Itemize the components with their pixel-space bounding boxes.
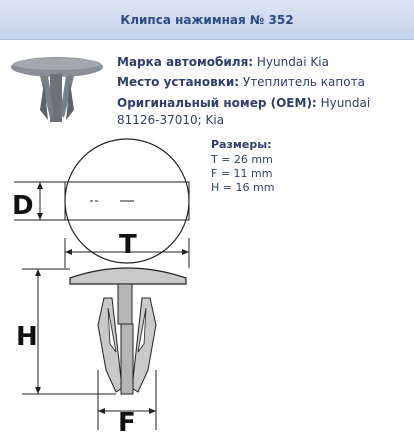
technical-drawing <box>0 130 414 447</box>
label-h: H <box>16 322 38 352</box>
oem-row <box>117 95 411 129</box>
place-value: Утеплитель капота <box>242 75 365 89</box>
page-title: Клипса нажимная № 352 <box>120 12 294 27</box>
oem-label: Оригинальный номер (OEM): <box>117 96 317 110</box>
size-t: T = 26 mm <box>211 153 273 166</box>
place-label: Место установки: <box>117 75 240 89</box>
size-h: H = 16 mm <box>211 181 275 194</box>
brand-label: Марка автомобиля: <box>117 55 254 69</box>
size-f: F = 11 mm <box>211 167 273 180</box>
sizes-heading: Размеры: <box>211 138 272 151</box>
label-d: D <box>12 191 34 221</box>
clip-stem <box>118 284 132 324</box>
product-photo <box>4 48 110 130</box>
label-t: T <box>119 230 137 260</box>
clip-leg-right <box>132 298 156 392</box>
label-f: F <box>118 408 136 438</box>
place-row <box>117 72 411 92</box>
product-details <box>117 52 411 129</box>
brand-row <box>117 52 411 72</box>
title-bar <box>0 0 414 40</box>
brand-value: Hyundai Kia <box>256 55 329 69</box>
oem-value: Hyundai 81126-37010; Kia <box>117 96 371 127</box>
clip-head <box>70 268 186 284</box>
